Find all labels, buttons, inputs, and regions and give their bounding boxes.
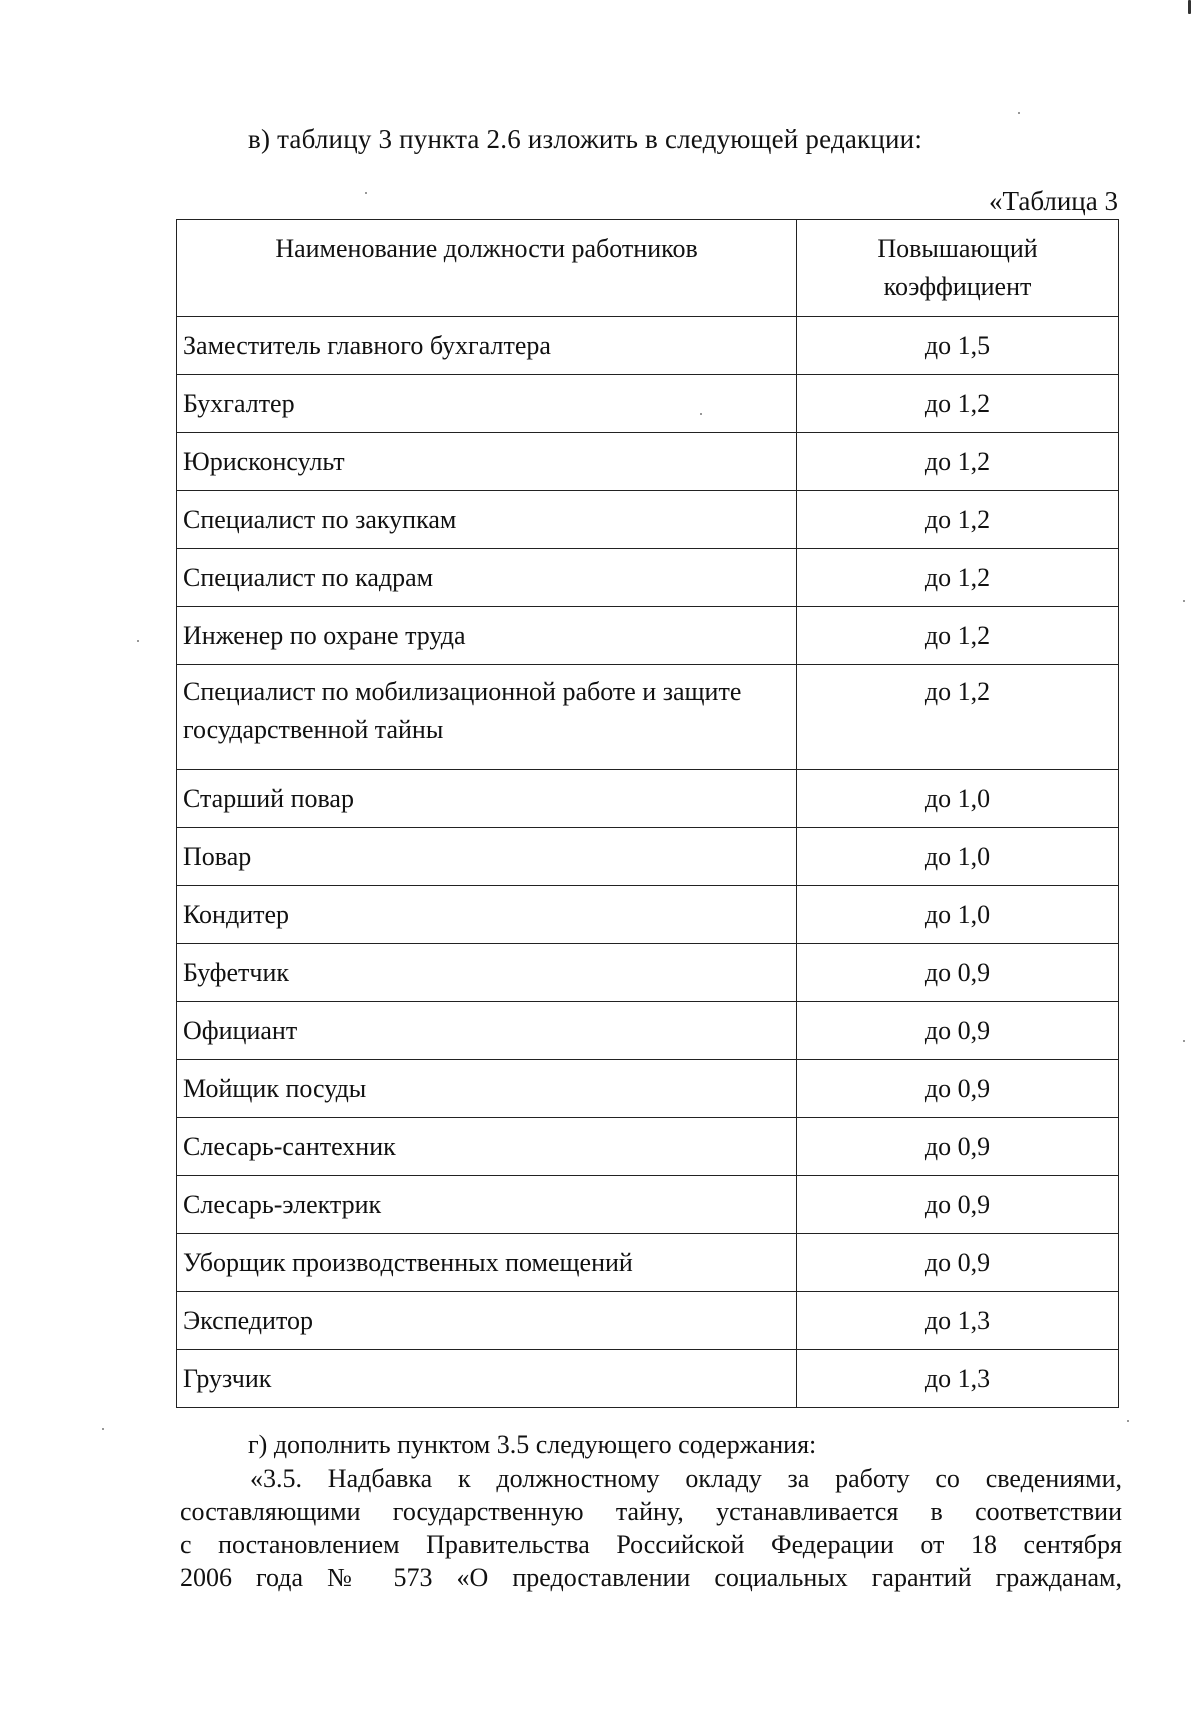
position-name: Заместитель главного бухгалтера	[177, 317, 797, 375]
coefficient-value: до 1,0	[797, 828, 1119, 886]
scan-speck	[1018, 112, 1020, 114]
scan-speck	[700, 413, 702, 415]
position-name: Слесарь-электрик	[177, 1176, 797, 1234]
table-header-row	[177, 220, 1119, 317]
coefficient-value: до 1,0	[797, 886, 1119, 944]
coefficient-table	[176, 219, 1119, 1408]
table-row	[177, 1350, 1119, 1408]
header-coefficient: Повышающий коэффициент	[797, 220, 1119, 317]
table-row	[177, 665, 1119, 770]
position-name: Специалист по мобилизационной работе и защите государственной тайны	[177, 665, 797, 770]
table-row	[177, 549, 1119, 607]
position-name: Бухгалтер	[177, 375, 797, 433]
position-name: Уборщик производственных помещений	[177, 1234, 797, 1292]
position-name: Специалист по закупкам	[177, 491, 797, 549]
table-row	[177, 1002, 1119, 1060]
scan-speck	[365, 192, 367, 194]
paragraph-line: «3.5. Надбавка к должностному окладу за работу со сведениями,	[250, 1464, 1122, 1493]
table-row	[177, 433, 1119, 491]
position-name: Инженер по охране труда	[177, 607, 797, 665]
table-row	[177, 607, 1119, 665]
coefficient-value: до 1,3	[797, 1350, 1119, 1408]
coefficient-value: до 0,9	[797, 1234, 1119, 1292]
position-name: Повар	[177, 828, 797, 886]
coefficient-value: до 1,2	[797, 433, 1119, 491]
position-name: Старший повар	[177, 770, 797, 828]
coefficient-value: до 0,9	[797, 944, 1119, 1002]
paragraph-g: г) дополнить пунктом 3.5 следующего содержания:	[248, 1430, 817, 1459]
paragraph-line: 2006 года № 573 «О предоставлении социальных гарантий гражданам,	[180, 1563, 1122, 1592]
scan-speck	[1183, 600, 1185, 602]
scan-speck	[1188, 0, 1191, 14]
paragraph-3-5	[180, 1462, 1122, 1594]
table-row	[177, 886, 1119, 944]
position-name: Слесарь-сантехник	[177, 1118, 797, 1176]
paragraph-line: составляющими государственную тайну, устанавливается в соответствии	[180, 1497, 1122, 1526]
table-row	[177, 944, 1119, 1002]
position-name: Кондитер	[177, 886, 797, 944]
table-row	[177, 375, 1119, 433]
scan-speck	[1183, 1040, 1185, 1042]
table-row	[177, 317, 1119, 375]
table-row	[177, 1176, 1119, 1234]
coefficient-value: до 1,2	[797, 375, 1119, 433]
coefficient-value: до 0,9	[797, 1002, 1119, 1060]
position-name: Грузчик	[177, 1350, 797, 1408]
coefficient-value: до 1,2	[797, 607, 1119, 665]
position-name: Мойщик посуды	[177, 1060, 797, 1118]
table-row	[177, 491, 1119, 549]
coefficient-value: до 0,9	[797, 1176, 1119, 1234]
coefficient-value: до 1,2	[797, 665, 1119, 770]
position-name: Официант	[177, 1002, 797, 1060]
paragraph-line: с постановлением Правительства Российской Федерации от 18 сентября	[180, 1530, 1122, 1559]
coefficient-value: до 1,5	[797, 317, 1119, 375]
scan-speck	[102, 1428, 104, 1430]
table-row	[177, 1234, 1119, 1292]
table-row	[177, 828, 1119, 886]
coefficient-value: до 1,3	[797, 1292, 1119, 1350]
table-row	[177, 770, 1119, 828]
coefficient-value: до 1,2	[797, 549, 1119, 607]
table-row	[177, 1060, 1119, 1118]
coefficient-value: до 1,0	[797, 770, 1119, 828]
table-row	[177, 1292, 1119, 1350]
header-position-name: Наименование должности работников	[177, 220, 797, 317]
coefficient-value: до 0,9	[797, 1118, 1119, 1176]
position-name: Экспедитор	[177, 1292, 797, 1350]
scan-speck	[137, 640, 139, 642]
scan-speck	[1127, 1420, 1129, 1422]
table-caption: «Таблица 3	[989, 186, 1118, 216]
position-name: Юрисконсульт	[177, 433, 797, 491]
intro-text: в) таблицу 3 пункта 2.6 изложить в следующей редакции:	[248, 124, 923, 154]
position-name: Буфетчик	[177, 944, 797, 1002]
coefficient-value: до 0,9	[797, 1060, 1119, 1118]
coefficient-value: до 1,2	[797, 491, 1119, 549]
table-row	[177, 1118, 1119, 1176]
position-name: Специалист по кадрам	[177, 549, 797, 607]
